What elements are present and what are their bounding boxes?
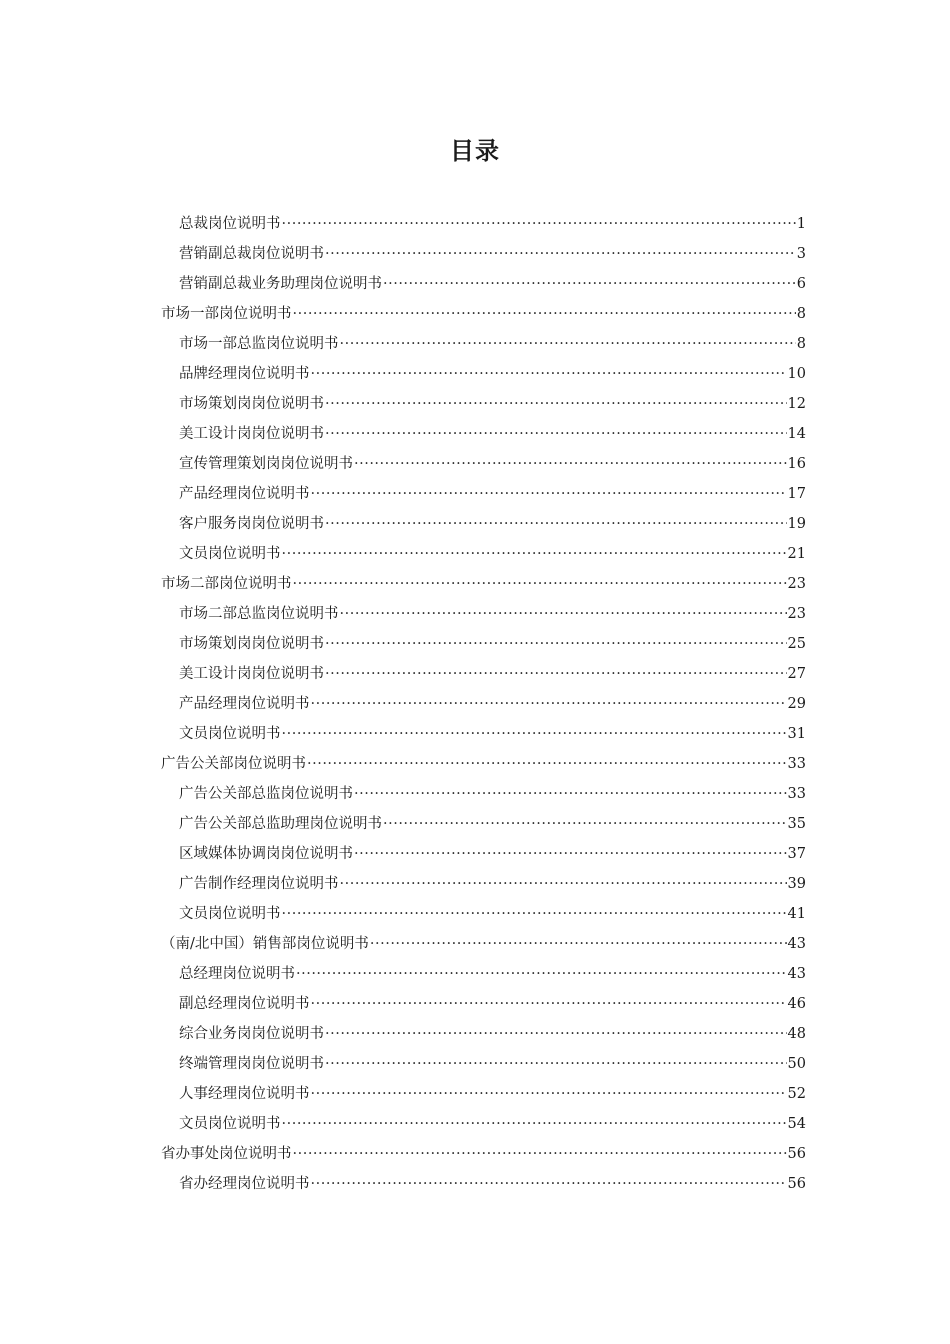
toc-entry-title: 广告公关部总监岗位说明书 [179, 786, 353, 802]
toc-subsection-link[interactable] [161, 629, 806, 659]
toc-subsection-link[interactable] [161, 869, 806, 899]
toc-page-number: 50 [787, 1056, 806, 1072]
toc-subsection-link[interactable] [161, 689, 806, 719]
toc-dot-leader [383, 809, 787, 839]
toc-page-number: 46 [787, 996, 806, 1012]
toc-page-number: 29 [787, 696, 806, 712]
toc-entry-title: 文员岗位说明书 [179, 906, 281, 922]
toc-entry-title: 总经理岗位说明书 [179, 966, 295, 982]
toc-dot-leader [325, 1049, 787, 1079]
toc-subsection-link[interactable] [161, 269, 806, 299]
toc-entry-title: 文员岗位说明书 [179, 546, 281, 562]
toc-entry-title: 品牌经理岗位说明书 [179, 366, 310, 382]
toc-subsection-link[interactable] [161, 509, 806, 539]
toc-entry-title: 文员岗位说明书 [179, 1116, 281, 1132]
toc-subsection-link[interactable] [161, 1079, 806, 1109]
toc-page-number: 6 [796, 276, 806, 292]
toc-dot-leader [282, 1109, 787, 1139]
toc-subsection-link[interactable] [161, 719, 806, 749]
toc-dot-leader [340, 599, 787, 629]
toc-page-number: 10 [787, 366, 806, 382]
toc-entry-title: 市场策划岗岗位说明书 [179, 396, 324, 412]
toc-entry-title: 客户服务岗岗位说明书 [179, 516, 324, 532]
toc-entry-title: 市场二部总监岗位说明书 [179, 606, 339, 622]
toc-dot-leader [325, 659, 787, 689]
toc-dot-leader [293, 299, 796, 329]
toc-entry-title: 营销副总裁业务助理岗位说明书 [179, 276, 382, 292]
toc-entry-title: （南/北中国）销售部岗位说明书 [161, 936, 369, 952]
toc-subsection-link[interactable] [161, 1019, 806, 1049]
toc-dot-leader [282, 899, 787, 929]
table-of-contents [161, 209, 806, 1199]
toc-dot-leader [311, 479, 787, 509]
toc-entry-title: 省办经理岗位说明书 [179, 1176, 310, 1192]
toc-dot-leader [282, 719, 787, 749]
toc-page-number: 12 [787, 396, 806, 412]
toc-subsection-link[interactable] [161, 419, 806, 449]
toc-subsection-link[interactable] [161, 329, 806, 359]
toc-page-number: 3 [796, 246, 806, 262]
toc-subsection-link[interactable] [161, 389, 806, 419]
toc-entry-title: 市场一部总监岗位说明书 [179, 336, 339, 352]
toc-entry-title: 营销副总裁岗位说明书 [179, 246, 324, 262]
toc-entry-title: 终端管理岗岗位说明书 [179, 1056, 324, 1072]
toc-entry-title: 市场一部岗位说明书 [161, 306, 292, 322]
toc-subsection-link[interactable] [161, 209, 806, 239]
toc-page-number: 56 [787, 1146, 806, 1162]
toc-dot-leader [325, 1019, 787, 1049]
toc-dot-leader [325, 239, 796, 269]
toc-subsection-link[interactable] [161, 959, 806, 989]
toc-dot-leader [354, 839, 787, 869]
toc-page-number: 27 [787, 666, 806, 682]
toc-subsection-link[interactable] [161, 809, 806, 839]
toc-entry-title: 文员岗位说明书 [179, 726, 281, 742]
toc-dot-leader [325, 509, 787, 539]
toc-entry-title: 市场策划岗岗位说明书 [179, 636, 324, 652]
toc-entry-title: 广告公关部总监助理岗位说明书 [179, 816, 382, 832]
toc-subsection-link[interactable] [161, 1169, 806, 1199]
toc-dot-leader [311, 359, 787, 389]
toc-subsection-link[interactable] [161, 1109, 806, 1139]
toc-dot-leader [383, 269, 796, 299]
toc-page-number: 19 [787, 516, 806, 532]
toc-dot-leader [282, 209, 796, 239]
toc-entry-title: 副总经理岗位说明书 [179, 996, 310, 1012]
toc-page-number: 21 [787, 546, 806, 562]
toc-subsection-link[interactable] [161, 989, 806, 1019]
toc-entry-title: 产品经理岗位说明书 [179, 696, 310, 712]
toc-dot-leader [293, 1139, 787, 1169]
toc-entry-title: 省办事处岗位说明书 [161, 1146, 292, 1162]
toc-dot-leader [325, 389, 787, 419]
toc-page-number: 33 [787, 756, 806, 772]
toc-page-number: 35 [787, 816, 806, 832]
toc-dot-leader [311, 1169, 787, 1199]
toc-section-link[interactable] [161, 929, 806, 959]
toc-entry-title: 综合业务岗岗位说明书 [179, 1026, 324, 1042]
toc-page-number: 52 [787, 1086, 806, 1102]
toc-dot-leader [296, 959, 787, 989]
toc-page-number: 25 [787, 636, 806, 652]
toc-page-number: 54 [787, 1116, 806, 1132]
toc-subsection-link[interactable] [161, 449, 806, 479]
toc-section-link[interactable] [161, 569, 806, 599]
toc-entry-title: 宣传管理策划岗岗位说明书 [179, 456, 353, 472]
toc-page-number: 17 [787, 486, 806, 502]
toc-page-number: 23 [787, 576, 806, 592]
toc-dot-leader [325, 629, 787, 659]
toc-page-number: 48 [787, 1026, 806, 1042]
toc-page-number: 43 [787, 936, 806, 952]
toc-entry-title: 广告公关部岗位说明书 [161, 756, 306, 772]
page-title: 目录 [450, 137, 500, 165]
toc-entry-title: 美工设计岗岗位说明书 [179, 426, 324, 442]
toc-page-number: 43 [787, 966, 806, 982]
toc-subsection-link[interactable] [161, 539, 806, 569]
toc-page-number: 23 [787, 606, 806, 622]
toc-page-number: 1 [796, 216, 806, 232]
toc-subsection-link[interactable] [161, 239, 806, 269]
toc-page-number: 8 [796, 306, 806, 322]
toc-dot-leader [340, 869, 787, 899]
toc-page-number: 41 [787, 906, 806, 922]
toc-dot-leader [307, 749, 787, 779]
toc-subsection-link[interactable] [161, 659, 806, 689]
toc-dot-leader [354, 779, 787, 809]
toc-dot-leader [325, 419, 787, 449]
toc-page-number: 31 [787, 726, 806, 742]
toc-subsection-link[interactable] [161, 599, 806, 629]
toc-entry-title: 区域媒体协调岗岗位说明书 [179, 846, 353, 862]
toc-page-number: 8 [796, 336, 806, 352]
toc-subsection-link[interactable] [161, 779, 806, 809]
toc-page-number: 39 [787, 876, 806, 892]
toc-entry-title: 人事经理岗位说明书 [179, 1086, 310, 1102]
toc-dot-leader [370, 929, 787, 959]
toc-section-link[interactable] [161, 299, 806, 329]
toc-section-link[interactable] [161, 749, 806, 779]
toc-entry-title: 市场二部岗位说明书 [161, 576, 292, 592]
toc-page-number: 33 [787, 786, 806, 802]
toc-entry-title: 总裁岗位说明书 [179, 216, 281, 232]
toc-entry-title: 美工设计岗岗位说明书 [179, 666, 324, 682]
toc-page-number: 14 [787, 426, 806, 442]
toc-dot-leader [340, 329, 796, 359]
toc-subsection-link[interactable] [161, 479, 806, 509]
toc-subsection-link[interactable] [161, 839, 806, 869]
toc-page-number: 37 [787, 846, 806, 862]
toc-entry-title: 产品经理岗位说明书 [179, 486, 310, 502]
toc-page-number: 16 [787, 456, 806, 472]
toc-dot-leader [282, 539, 787, 569]
toc-subsection-link[interactable] [161, 1049, 806, 1079]
toc-dot-leader [311, 689, 787, 719]
toc-dot-leader [311, 989, 787, 1019]
toc-subsection-link[interactable] [161, 899, 806, 929]
toc-section-link[interactable] [161, 1139, 806, 1169]
toc-dot-leader [293, 569, 787, 599]
toc-entry-title: 广告制作经理岗位说明书 [179, 876, 339, 892]
toc-dot-leader [311, 1079, 787, 1109]
toc-subsection-link[interactable] [161, 359, 806, 389]
toc-page-number: 56 [787, 1176, 806, 1192]
toc-dot-leader [354, 449, 787, 479]
